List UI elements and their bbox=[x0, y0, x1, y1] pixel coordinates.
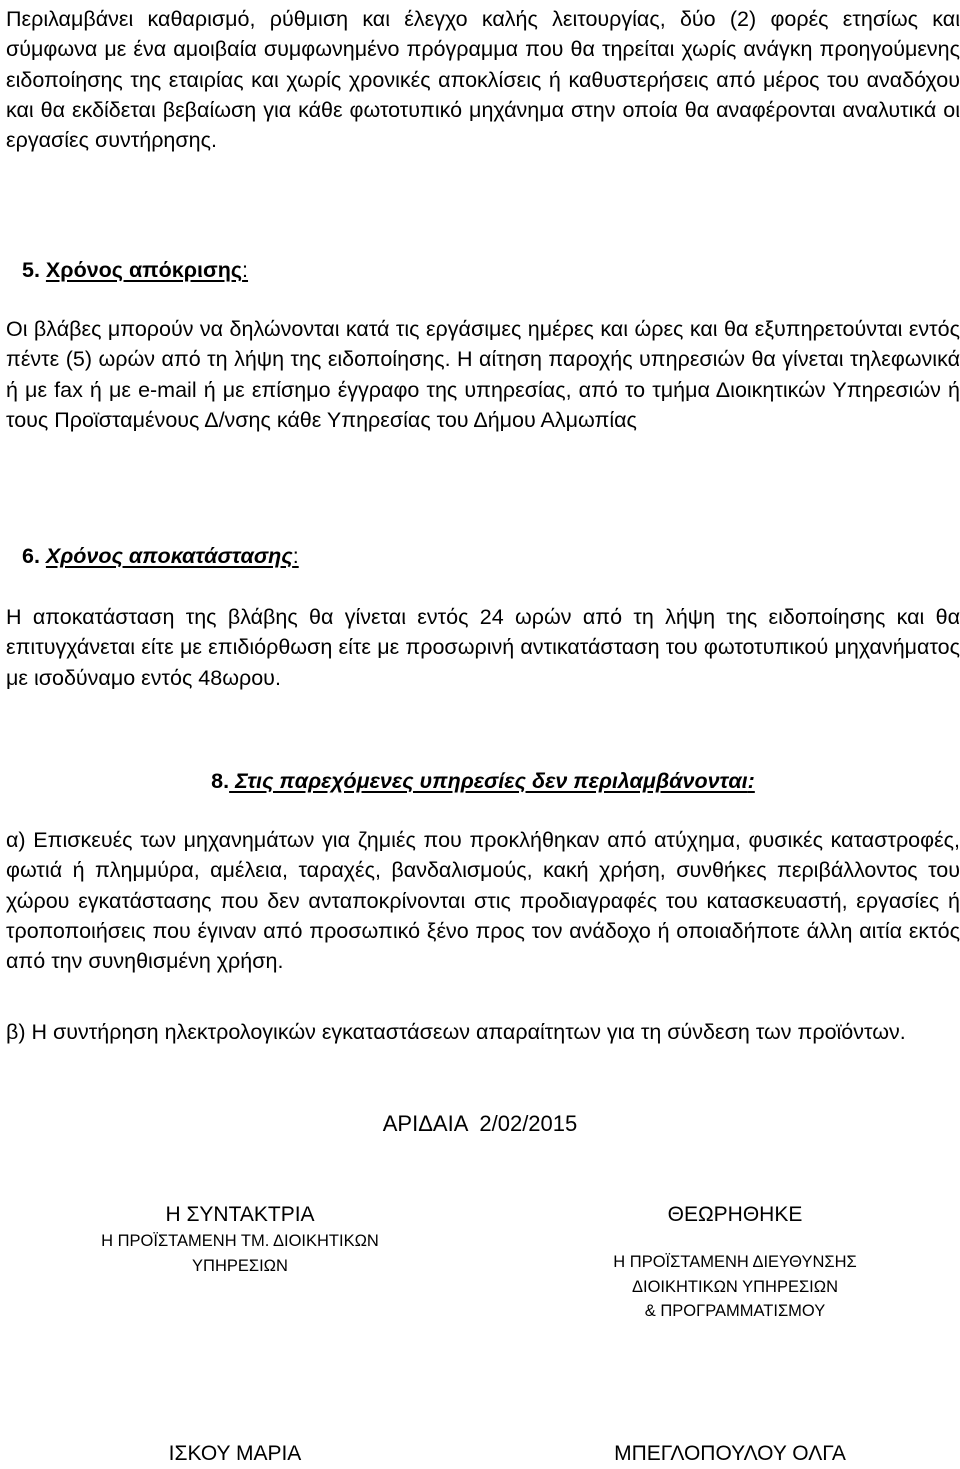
section-6-colon: : bbox=[292, 544, 299, 568]
section-8-item-a: α) Επισκευές των μηχανημάτων για ζημιές που προκλήθηκαν από ατύχημα, φυσικές καταστροφές, φωτιά ή πλημμύρα, αμέλεια, ταραχές, βανδαλισμούς, κακή χρήση, συνθήκες περιβάλλοντος του χώρου εγκατάστασης που δεν ανταποκρίνονται στις προδιαγραφές του κατασκευαστή, εργασίες ή τροποποιήσεις που έγιναν από προσωπικό ξένο προς τον ανάδοχο ή οποιαδήποτε άλλη αιτία εκτός από την συνηθισμένη χρήση. bbox=[6, 828, 960, 974]
section-5-body: Οι βλάβες μπορούν να δηλώνονται κατά τις εργάσιμες ημέρες και ώρες και θα εξυπηρετούνται εντός πέντε (5) ωρών από τη λήψη της ειδοποίησης. Η αίτηση παροχής υπηρεσιών θα γίνεται τηλεφωνικά ή με fax ή με e-mail ή με επίσημο έγγραφο της υπηρεσίας, από το τμήμα Διοικητικών Υπηρεσιών ή τους Προϊσταμένους Δ/νσης κάθε Υπηρεσίας του Δήμου Αλμωπίας bbox=[6, 317, 960, 432]
intro-paragraph: Περιλαμβάνει καθαρισμό, ρύθμιση και έλεγχο καλής λειτουργίας, δύο (2) φορές ετησίως και σύμφωνα με ένα αμοιβαία συμφωνημένο πρόγραμμα που θα τηρείται χωρίς ανάγκη προηγούμενης ειδοποίησης της εταιρίας και χωρίς χρονικές αποκλίσεις ή καθυστερήσεις από μέρος του αναδόχου και θα εκδίδεται βεβαίωση για κάθε φωτοτυπικό μηχάνημα στην οποία θα αναφέρονται αναλυτικά οι εργασίες συντήρησης. bbox=[6, 7, 960, 153]
section-5-colon: : bbox=[242, 258, 249, 282]
signature-left bbox=[40, 1201, 440, 1278]
section-8-heading bbox=[6, 766, 960, 796]
section-8-item-b: β) Η συντήρηση ηλεκτρολογικών εγκαταστάσεων απαραίτητων για τη σύνδεση των προϊόντων. bbox=[6, 1020, 906, 1044]
signature-right-title: ΘΕΩΡΗΘΗΚΕ bbox=[667, 1203, 803, 1226]
section-8-number: 8. bbox=[211, 769, 230, 793]
signature-left-line2: ΥΠΗΡΕΣΙΩΝ bbox=[192, 1256, 288, 1275]
signature-left-title: Η ΣΥΝΤΑΚΤΡΙΑ bbox=[165, 1203, 315, 1226]
section-6-title: Χρόνος αποκατάστασης bbox=[45, 544, 293, 568]
section-6-body: Η αποκατάσταση της βλάβης θα γίνεται εντός 24 ωρών από τη λήψη της ειδοποίησης και θα επιτυγχάνεται είτε με επιδιόρθωση είτε με προσωρινή αντικατάσταση του φωτοτυπικού μηχανήματος με ισοδύναμο εντός 48ωρου. bbox=[6, 605, 960, 690]
signature-right-line3: & ΠΡΟΓΡΑΜΜΑΤΙΣΜΟΥ bbox=[644, 1302, 826, 1320]
signature-right-line2: ΔΙΟΙΚΗΤΙΚΩΝ ΥΠΗΡΕΣΙΩΝ bbox=[631, 1277, 839, 1296]
section-5-heading bbox=[22, 255, 248, 285]
section-5-title: Χρόνος απόκρισης bbox=[45, 258, 243, 282]
signature-right bbox=[525, 1201, 945, 1324]
date-line: ΑΡΙΔΑΙΑ 2/02/2015 bbox=[382, 1111, 578, 1136]
signature-right-line1: Η ΠΡΟΪΣΤΑΜΕΝΗ ΔΙΕΥΘΥΝΣΗΣ bbox=[613, 1253, 857, 1271]
signature-left-line1: Η ΠΡΟΪΣΤΑΜΕΝΗ ΤΜ. ΔΙΟΙΚΗΤΙΚΩΝ bbox=[101, 1232, 379, 1250]
section-5-number: 5. bbox=[22, 258, 40, 282]
signature-right-name: ΜΠΕΓΛΟΠΟΥΛΟΥ ΟΛΓΑ bbox=[614, 1442, 846, 1465]
section-8-colon: : bbox=[747, 769, 755, 793]
section-6-heading bbox=[22, 541, 299, 571]
section-6-number: 6. bbox=[22, 544, 40, 568]
section-8-title: Στις παρεχόμενες υπηρεσίες δεν περιλαμβάνονται bbox=[229, 769, 748, 793]
signature-left-name: ΙΣΚΟΥ ΜΑΡΙΑ bbox=[168, 1442, 302, 1465]
